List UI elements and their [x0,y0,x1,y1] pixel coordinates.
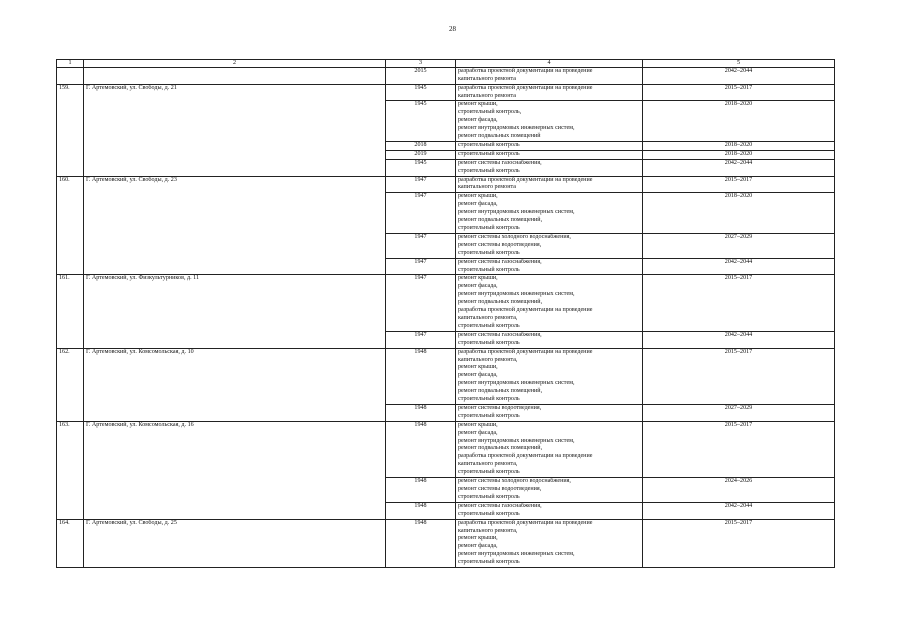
item-number-cell: 162. [57,348,84,421]
works-cell: строительный контроль [456,150,643,159]
period-cell: 2015–2017 [643,84,835,101]
year-cell: 2015 [386,67,456,84]
works-cell: ремонт системы водоотведения, строительный контроль [456,404,643,421]
works-cell: разработка проектной документации на проведение капитального ремонта, ремонт крыши, ремонт фасада, ремонт внутридомовых инженерных систем, строительный контроль [456,519,643,567]
table-row [57,421,835,477]
period-cell: 2018–2020 [643,193,835,234]
year-cell: 2019 [386,150,456,159]
works-cell: разработка проектной документации на проведение капитального ремонта, ремонт крыши, ремонт фасада, ремонт внутридомовых инженерных систем, ремонт подвальных помещений, строительный контроль [456,348,643,404]
item-number-cell: 164. [57,519,84,567]
period-cell: 2015–2017 [643,421,835,477]
table-row [57,519,835,567]
year-cell: 1947 [386,233,456,258]
period-cell: 2042–2044 [643,502,835,519]
table-row [57,84,835,101]
address-cell [84,67,386,84]
works-cell: ремонт системы газоснабжения, строительный контроль [456,331,643,348]
works-cell: ремонт системы холодного водоснабжения, ремонт системы водоотведения, строительный контроль [456,233,643,258]
address-cell: Г. Артемовский, ул. Физкультурников, д. 11 [84,275,386,348]
works-cell: ремонт системы газоснабжения, строительный контроль [456,258,643,275]
period-cell: 2027–2029 [643,233,835,258]
table-row [57,176,835,193]
year-cell: 1948 [386,519,456,567]
column-header: 1 [57,60,84,68]
table-row [57,348,835,404]
year-cell: 1948 [386,478,456,503]
works-cell: ремонт крыши, ремонт фасада, ремонт внутридомовых инженерных систем, ремонт подвальных помещений, разработка проектной документации на проведение капитального ремонта, строительный контроль [456,421,643,477]
address-cell: Г. Артемовский, ул. Свободы, д. 21 [84,84,386,176]
works-cell: ремонт крыши, ремонт фасада, ремонт внутридомовых инженерных систем, ремонт подвальных помещений, строительный контроль [456,193,643,234]
period-cell: 2042–2044 [643,258,835,275]
address-cell: Г. Артемовский, ул. Свободы, д. 25 [84,519,386,567]
year-cell: 1948 [386,421,456,477]
works-cell: ремонт крыши, ремонт фасада, ремонт внутридомовых инженерных систем, ремонт подвальных помещений, разработка проектной документации на проведение капитального ремонта, строительный контроль [456,275,643,331]
item-number-cell: 163. [57,421,84,519]
works-cell: разработка проектной документации на проведение капитального ремонта [456,176,643,193]
year-cell: 1947 [386,275,456,331]
period-cell: 2015–2017 [643,275,835,331]
column-header: 4 [456,60,643,68]
item-number-cell [57,67,84,84]
column-header: 2 [84,60,386,68]
works-cell: ремонт системы газоснабжения, строительный контроль [456,159,643,176]
year-cell: 1947 [386,193,456,234]
year-cell: 1945 [386,159,456,176]
page-number: 28 [449,25,456,33]
period-cell: 2015–2017 [643,176,835,193]
column-number-row [57,60,835,68]
table-row [57,275,835,331]
column-header: 3 [386,60,456,68]
period-cell: 2018–2020 [643,150,835,159]
repair-schedule-table [56,59,835,568]
table-row [57,67,835,84]
year-cell: 1947 [386,331,456,348]
year-cell: 2018 [386,141,456,150]
year-cell: 1945 [386,84,456,101]
works-cell: ремонт системы холодного водоснабжения, ремонт системы водоотведения, строительный контроль [456,478,643,503]
period-cell: 2027–2029 [643,404,835,421]
year-cell: 1948 [386,348,456,404]
item-number-cell: 160. [57,176,84,275]
period-cell: 2042–2044 [643,159,835,176]
year-cell: 1948 [386,404,456,421]
period-cell: 2018–2020 [643,141,835,150]
works-cell: ремонт системы газоснабжения, строительный контроль [456,502,643,519]
table-body [57,60,835,568]
item-number-cell: 161. [57,275,84,348]
address-cell: Г. Артемовский, ул. Свободы, д. 23 [84,176,386,275]
address-cell: Г. Артемовский, ул. Комсомольская, д. 10 [84,348,386,421]
works-cell: строительный контроль [456,141,643,150]
period-cell: 2015–2017 [643,348,835,404]
works-cell: ремонт крыши, строительный контроль, ремонт фасада, ремонт внутридомовых инженерных систем, ремонт подвальных помещений [456,101,643,142]
year-cell: 1947 [386,176,456,193]
works-cell: разработка проектной документации на проведение капитального ремонта [456,67,643,84]
year-cell: 1945 [386,101,456,142]
period-cell: 2042–2044 [643,331,835,348]
year-cell: 1948 [386,502,456,519]
address-cell: Г. Артемовский, ул. Комсомольская, д. 16 [84,421,386,519]
period-cell: 2042–2044 [643,67,835,84]
period-cell: 2015–2017 [643,519,835,567]
period-cell: 2018–2020 [643,101,835,142]
works-cell: разработка проектной документации на проведение капитального ремонта [456,84,643,101]
item-number-cell: 159. [57,84,84,176]
year-cell: 1947 [386,258,456,275]
column-header: 5 [643,60,835,68]
period-cell: 2024–2026 [643,478,835,503]
